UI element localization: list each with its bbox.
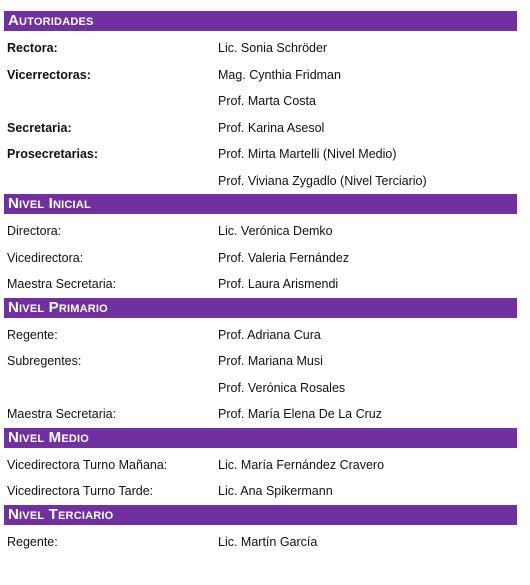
role-label: Secretaria:: [7, 120, 72, 135]
person-name: Prof. Mariana Musi: [218, 354, 323, 369]
person-name: Lic. Sonia Schröder: [218, 41, 328, 56]
staff-row: [4, 452, 517, 479]
staff-row: [4, 322, 517, 349]
authorities-page: [4, 11, 517, 555]
person-name: Lic. Verónica Demko: [218, 224, 333, 239]
staff-row: [4, 115, 517, 142]
role-label: Vicerrectoras:: [7, 67, 91, 82]
role-label: Vicedirectora Turno Mañana:: [7, 457, 168, 472]
role-label: Maestra Secretaria:: [7, 407, 117, 422]
section-title: Nivel Terciario: [4, 505, 517, 525]
role-label: Vicedirectora:: [7, 250, 84, 265]
staff-row: [4, 401, 517, 428]
section-title: Autoridades: [4, 11, 517, 31]
role-label: Rectora:: [7, 41, 58, 56]
person-name: Prof. Karina Asesol: [218, 120, 325, 135]
role-label: Subregentes:: [7, 354, 82, 369]
section-rows: [4, 448, 517, 505]
section-rows: [4, 214, 517, 298]
role-label: Vicedirectora Turno Tarde:: [7, 484, 154, 499]
staff-row: [4, 88, 517, 115]
person-name: Prof. María Elena De La Cruz: [218, 407, 382, 422]
staff-row: [4, 348, 517, 375]
section-title: Nivel Inicial: [4, 194, 517, 214]
section-nivel-terciario: [4, 505, 517, 556]
role-label: Regente:: [7, 327, 58, 342]
role-label: Maestra Secretaria:: [7, 277, 117, 292]
section-rows: [4, 525, 517, 556]
section-autoridades: [4, 11, 517, 194]
person-name: Prof. Valeria Fernández: [218, 250, 350, 265]
person-name: Prof. Marta Costa: [218, 94, 316, 109]
staff-row: [4, 478, 517, 505]
person-name: Lic. María Fernández Cravero: [218, 457, 385, 472]
staff-row: [4, 168, 517, 195]
role-label: Directora:: [7, 224, 62, 239]
staff-row: [4, 62, 517, 89]
person-name: Lic. Ana Spikermann: [218, 484, 333, 499]
staff-row: [4, 271, 517, 298]
section-title: Nivel Primario: [4, 298, 517, 318]
staff-row: [4, 375, 517, 402]
section-title: Nivel Medio: [4, 428, 517, 448]
person-name: Prof. Laura Arismendi: [218, 277, 339, 292]
staff-row: [4, 141, 517, 168]
role-label: Regente:: [7, 534, 58, 549]
section-nivel-medio: [4, 428, 517, 505]
person-name: Lic. Martín García: [218, 534, 318, 549]
person-name: Prof. Mirta Martelli (Nivel Medio): [218, 147, 397, 162]
person-name: Mag. Cynthia Fridman: [218, 67, 341, 82]
section-nivel-inicial: [4, 194, 517, 298]
staff-row: [4, 35, 517, 62]
staff-row: [4, 529, 517, 556]
section-nivel-primario: [4, 298, 517, 428]
role-label: Prosecretarias:: [7, 147, 99, 162]
person-name: Prof. Adriana Cura: [218, 327, 321, 342]
staff-row: [4, 245, 517, 272]
person-name: Prof. Verónica Rosales: [218, 380, 346, 395]
section-rows: [4, 31, 517, 194]
staff-row: [4, 218, 517, 245]
person-name: Prof. Viviana Zygadlo (Nivel Terciario): [218, 173, 427, 188]
section-rows: [4, 318, 517, 428]
